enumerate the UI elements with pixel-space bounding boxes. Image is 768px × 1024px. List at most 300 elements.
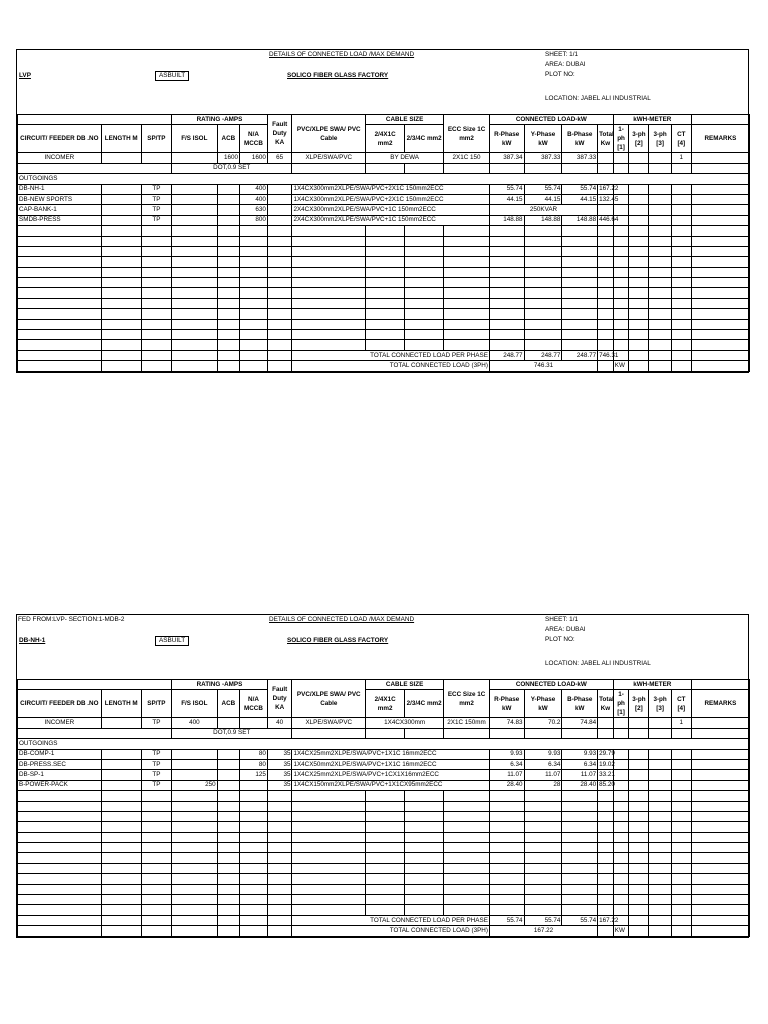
incomer-cell: 65 [267,153,292,163]
table-cell [292,811,366,821]
table-cell [489,257,524,267]
mccb-header: N/A MCCB [240,690,268,718]
table-cell [18,926,102,936]
table-cell [691,298,749,308]
table-cell [267,226,292,236]
table-cell [691,863,749,873]
table-cell [267,884,292,894]
table-cell [613,759,629,769]
table-cell [671,205,691,215]
table-cell [141,340,171,350]
table-cell [444,843,490,853]
cable-4c-header: 2/3/4C mm2 [405,125,444,153]
table-cell [598,874,614,884]
table-cell [141,298,171,308]
table-cell [444,288,490,298]
table-cell [598,278,614,288]
load-cell: 11.07 [524,770,562,780]
table-cell [524,905,562,915]
table-cell [649,309,671,319]
table-cell [267,811,292,821]
table-cell [629,843,649,853]
table-cell [562,163,598,173]
table-cell [691,749,749,759]
table-cell [524,801,562,811]
table-cell [18,163,172,173]
table-cell [613,330,629,340]
table-cell [101,853,141,863]
table-cell [18,822,102,832]
table-cell [141,874,171,884]
feeder-cell: 250 [171,780,217,790]
table-cell [292,340,366,350]
table-cell [444,257,490,267]
incomer-cell [101,718,141,728]
table-cell [691,288,749,298]
feeder-cell: 630 [240,205,268,215]
table-cell [405,853,444,863]
table-cell [629,832,649,842]
table-cell [171,884,217,894]
feeder-cell [217,194,239,204]
table-cell [489,822,524,832]
table-cell [613,319,629,329]
load-cell: 28.40 [489,780,524,790]
table-cell [613,801,629,811]
incomer-cell: XLPE/SWA/PVC [292,718,366,728]
table-cell [489,226,524,236]
table-cell [649,226,671,236]
table-cell [598,288,614,298]
table-cell [101,811,141,821]
incomer-cell: 74.84 [562,718,598,728]
table-cell [217,298,239,308]
table-cell [524,863,562,873]
table-cell [405,340,444,350]
table-cell [649,215,671,225]
table-cell [444,330,490,340]
table-cell [240,822,268,832]
table-cell [366,163,405,173]
table-cell [598,361,614,371]
table-cell [267,905,292,915]
table-row [18,770,750,780]
table-cell [18,791,102,801]
table-cell [240,319,268,329]
table-cell [489,728,524,738]
table-cell [649,298,671,308]
table-cell [649,728,671,738]
mccb-header: N/A MCCB [240,125,268,153]
table-cell [613,780,629,790]
table-cell [18,298,102,308]
table-cell [171,895,217,905]
table-cell [405,257,444,267]
table-cell [562,267,598,277]
table-cell [671,298,691,308]
length-header: LENGTH M [101,125,141,153]
table-cell [267,863,292,873]
table-cell [101,895,141,905]
table-cell [489,863,524,873]
sptp-header: SP/TP [141,690,171,718]
total-per-phase-row [18,915,750,925]
table-cell [613,340,629,350]
table-cell [691,257,749,267]
total-header: Total Kw [598,125,614,153]
empty-row [18,895,750,905]
load-cell: 132.45 [598,194,614,204]
table-cell [629,184,649,194]
table-row [18,749,750,759]
area: AREA: DUBAI [545,61,586,68]
table-cell [671,319,691,329]
table-cell [671,884,691,894]
table-cell [629,905,649,915]
feeder-cell [240,780,268,790]
feeder-cell: 400 [240,184,268,194]
table-cell [405,874,444,884]
connected-load-header: CONNECTED LOAD-kW [489,680,613,690]
table-cell [18,853,102,863]
table-cell [524,257,562,267]
feeder-cell [217,205,239,215]
feeder-cell [101,205,141,215]
fs-isol-header: F/S ISOL [171,690,217,718]
table-cell [649,832,671,842]
table-cell [629,759,649,769]
table-cell [292,163,366,173]
cable-description: 1X4CX150mm2XLPE/SWA/PVC+1X1CX95mm2ECC [292,780,489,790]
feeder-cell [101,759,141,769]
table-cell [444,791,490,801]
table-cell [489,905,524,915]
feeder-cell [267,184,292,194]
empty-row [18,257,750,267]
table-cell [691,853,749,863]
length-header: LENGTH M [101,690,141,718]
table-cell [562,832,598,842]
table-cell [444,278,490,288]
table-cell [691,236,749,246]
table-cell [267,361,292,371]
table-cell [691,895,749,905]
unit-label: KW [613,361,629,371]
table-cell [598,309,614,319]
table-cell [101,236,141,246]
sheet-title: DETAILS OF CONNECTED LOAD /MAX DEMAND [269,616,415,623]
table-cell [141,915,171,925]
dot-note: DOT,0.9 SET [171,163,292,173]
table-cell [366,843,405,853]
feeder-cell: B-POWER-PACK [18,780,102,790]
table-cell [489,236,524,246]
incomer-cell: BY DEWA [366,153,444,163]
table-row [18,759,750,769]
table-cell [366,309,405,319]
table-cell [629,194,649,204]
cable-size-header: CABLE SIZE [366,680,444,690]
table-cell [691,770,749,780]
table-cell [101,884,141,894]
feeder-cell [101,749,141,759]
load-cell: 28.40 [562,780,598,790]
table-cell [671,853,691,863]
table-cell [101,246,141,256]
table-cell [240,884,268,894]
table-cell [217,822,239,832]
table-cell [671,926,691,936]
table-cell [267,895,292,905]
feeder-cell: 400 [240,194,268,204]
cable-type-header: PVC/XLPE SWA/ PVC Cable [292,115,366,153]
table-cell [366,801,405,811]
table-cell [366,340,405,350]
load-table [17,114,750,372]
table-cell [691,215,749,225]
feeder-cell: TP [141,759,171,769]
table-cell [267,801,292,811]
total-phase-value: 746.31 [598,350,614,360]
table-cell [671,215,691,225]
table-cell [524,728,562,738]
table-cell [101,278,141,288]
table-cell [444,298,490,308]
table-cell [629,811,649,821]
table-cell [671,822,691,832]
table-cell [18,115,172,125]
table-cell [171,791,217,801]
table-cell [444,884,490,894]
table-cell [598,163,614,173]
meter-3ph-b-header: 3-ph [3] [649,125,671,153]
kwh-meter-header: kWH-METER [613,115,691,125]
table-cell [141,863,171,873]
empty-row [18,226,750,236]
cable-description: 2X4CX300mm2XLPE/SWA/PVC+1C 150mm2ECC [292,205,489,215]
table-cell [691,759,749,769]
table-cell [629,309,649,319]
fs-isol-header: F/S ISOL [171,125,217,153]
table-cell [366,330,405,340]
table-cell [240,853,268,863]
table-cell [141,246,171,256]
meter-ct-header: CT [4] [671,690,691,718]
table-cell [240,257,268,267]
table-cell [292,330,366,340]
table-cell [671,863,691,873]
table-cell [240,874,268,884]
plot-number: PLOT NO: [545,71,575,78]
meter-3ph-b-header: 3-ph [3] [649,690,671,718]
table-cell [444,246,490,256]
incomer-cell: INCOMER [18,153,102,163]
table-cell [405,288,444,298]
location: LOCATION: JABEL ALI INDUSTRIAL [545,660,651,667]
table-cell [405,163,444,173]
empty-row [18,246,750,256]
table-cell [141,791,171,801]
unit-label: KW [613,926,629,936]
table-cell [292,246,366,256]
table-cell [489,298,524,308]
table-cell [240,863,268,873]
table-cell [598,257,614,267]
load-cell: 28 [524,780,562,790]
table-cell [366,822,405,832]
table-cell [217,330,239,340]
table-cell [671,801,691,811]
table-cell [489,267,524,277]
table-cell [240,915,268,925]
table-cell [562,298,598,308]
load-cell: 9.93 [489,749,524,759]
table-cell [691,330,749,340]
table-cell [141,330,171,340]
table-cell [171,350,217,360]
table-cell [649,895,671,905]
table-cell [613,278,629,288]
table-cell [649,780,671,790]
table-cell [562,236,598,246]
table-cell [629,874,649,884]
feeder-cell [171,194,217,204]
load-cell: 6.34 [524,759,562,769]
table-cell [629,340,649,350]
load-cell: 44.15 [562,194,598,204]
table-cell [240,246,268,256]
table-cell [489,288,524,298]
table-cell [649,163,671,173]
table-cell [489,832,524,842]
table-cell [444,267,490,277]
table-cell [101,226,141,236]
table-cell [629,236,649,246]
table-cell [649,236,671,246]
feeder-cell [217,215,239,225]
incomer-cell: 1600 [240,153,268,163]
table-cell [691,884,749,894]
table-cell [217,319,239,329]
table-cell [366,728,405,738]
incomer-cell [101,153,141,163]
table-cell [141,278,171,288]
table-cell [101,361,141,371]
table-cell [292,298,366,308]
table-cell [405,728,444,738]
table-cell [101,905,141,915]
table-cell [691,874,749,884]
table-cell [524,811,562,821]
table-cell [292,843,366,853]
table-cell [171,915,217,925]
incomer-cell: XLPE/SWA/PVC [292,153,366,163]
load-cell: 55.74 [489,184,524,194]
table-cell [267,319,292,329]
table-cell [613,288,629,298]
table-cell [18,863,102,873]
table-cell [267,832,292,842]
r-phase-header: R-Phase kW [489,125,524,153]
feeder-cell [267,215,292,225]
table-cell [629,791,649,801]
table-cell [18,330,102,340]
table-cell [141,905,171,915]
table-cell [240,895,268,905]
connected-load-header: CONNECTED LOAD-kW [489,115,613,125]
feeder-cell [171,184,217,194]
table-cell [141,267,171,277]
table-cell [613,267,629,277]
incomer-cell [649,718,671,728]
empty-row [18,832,750,842]
table-cell [629,319,649,329]
table-cell [171,843,217,853]
table-cell [524,278,562,288]
project-name: SOLICO FIBER GLASS FACTORY [287,72,389,79]
table-cell [613,791,629,801]
table-cell [562,288,598,298]
total-phase-value: 167.22 [598,915,614,925]
incomer-cell: 387.33 [524,153,562,163]
table-cell [292,236,366,246]
table-cell [101,915,141,925]
table-cell [562,853,598,863]
feeder-cell: 125 [240,770,268,780]
feeder-cell [217,749,239,759]
incomer-cell [691,718,749,728]
table-cell [366,298,405,308]
y-phase-header: Y-Phase kW [524,125,562,153]
table-cell [629,770,649,780]
incomer-cell: INCOMER [18,718,102,728]
table-cell [444,801,490,811]
table-cell [405,832,444,842]
table-cell [141,350,171,360]
table-cell [366,832,405,842]
table-cell [613,309,629,319]
table-cell [629,822,649,832]
fed-from: FED FROM:LVP- SECTION:1-MDB-2 [18,616,125,623]
table-cell [671,874,691,884]
table-cell [240,340,268,350]
table-cell [524,267,562,277]
table-cell [101,309,141,319]
table-cell [366,863,405,873]
load-cell: 9.93 [524,749,562,759]
table-cell [240,236,268,246]
table-cell [691,226,749,236]
table-cell [613,832,629,842]
table-cell [489,791,524,801]
table-cell [101,267,141,277]
table-cell [292,874,366,884]
table-cell [267,236,292,246]
feeder-cell: TP [141,770,171,780]
remarks-header: REMARKS [691,690,749,718]
feeder-cell [171,770,217,780]
load-cell: 148.88 [562,215,598,225]
remarks-header: REMARKS [691,125,749,153]
table-cell [524,319,562,329]
table-cell [405,905,444,915]
table-cell [405,791,444,801]
table-cell [671,267,691,277]
incomer-cell: 1 [671,718,691,728]
table-cell [18,226,102,236]
empty-row [18,288,750,298]
ecc-header: ECC Size 1C mm2 [444,680,490,718]
